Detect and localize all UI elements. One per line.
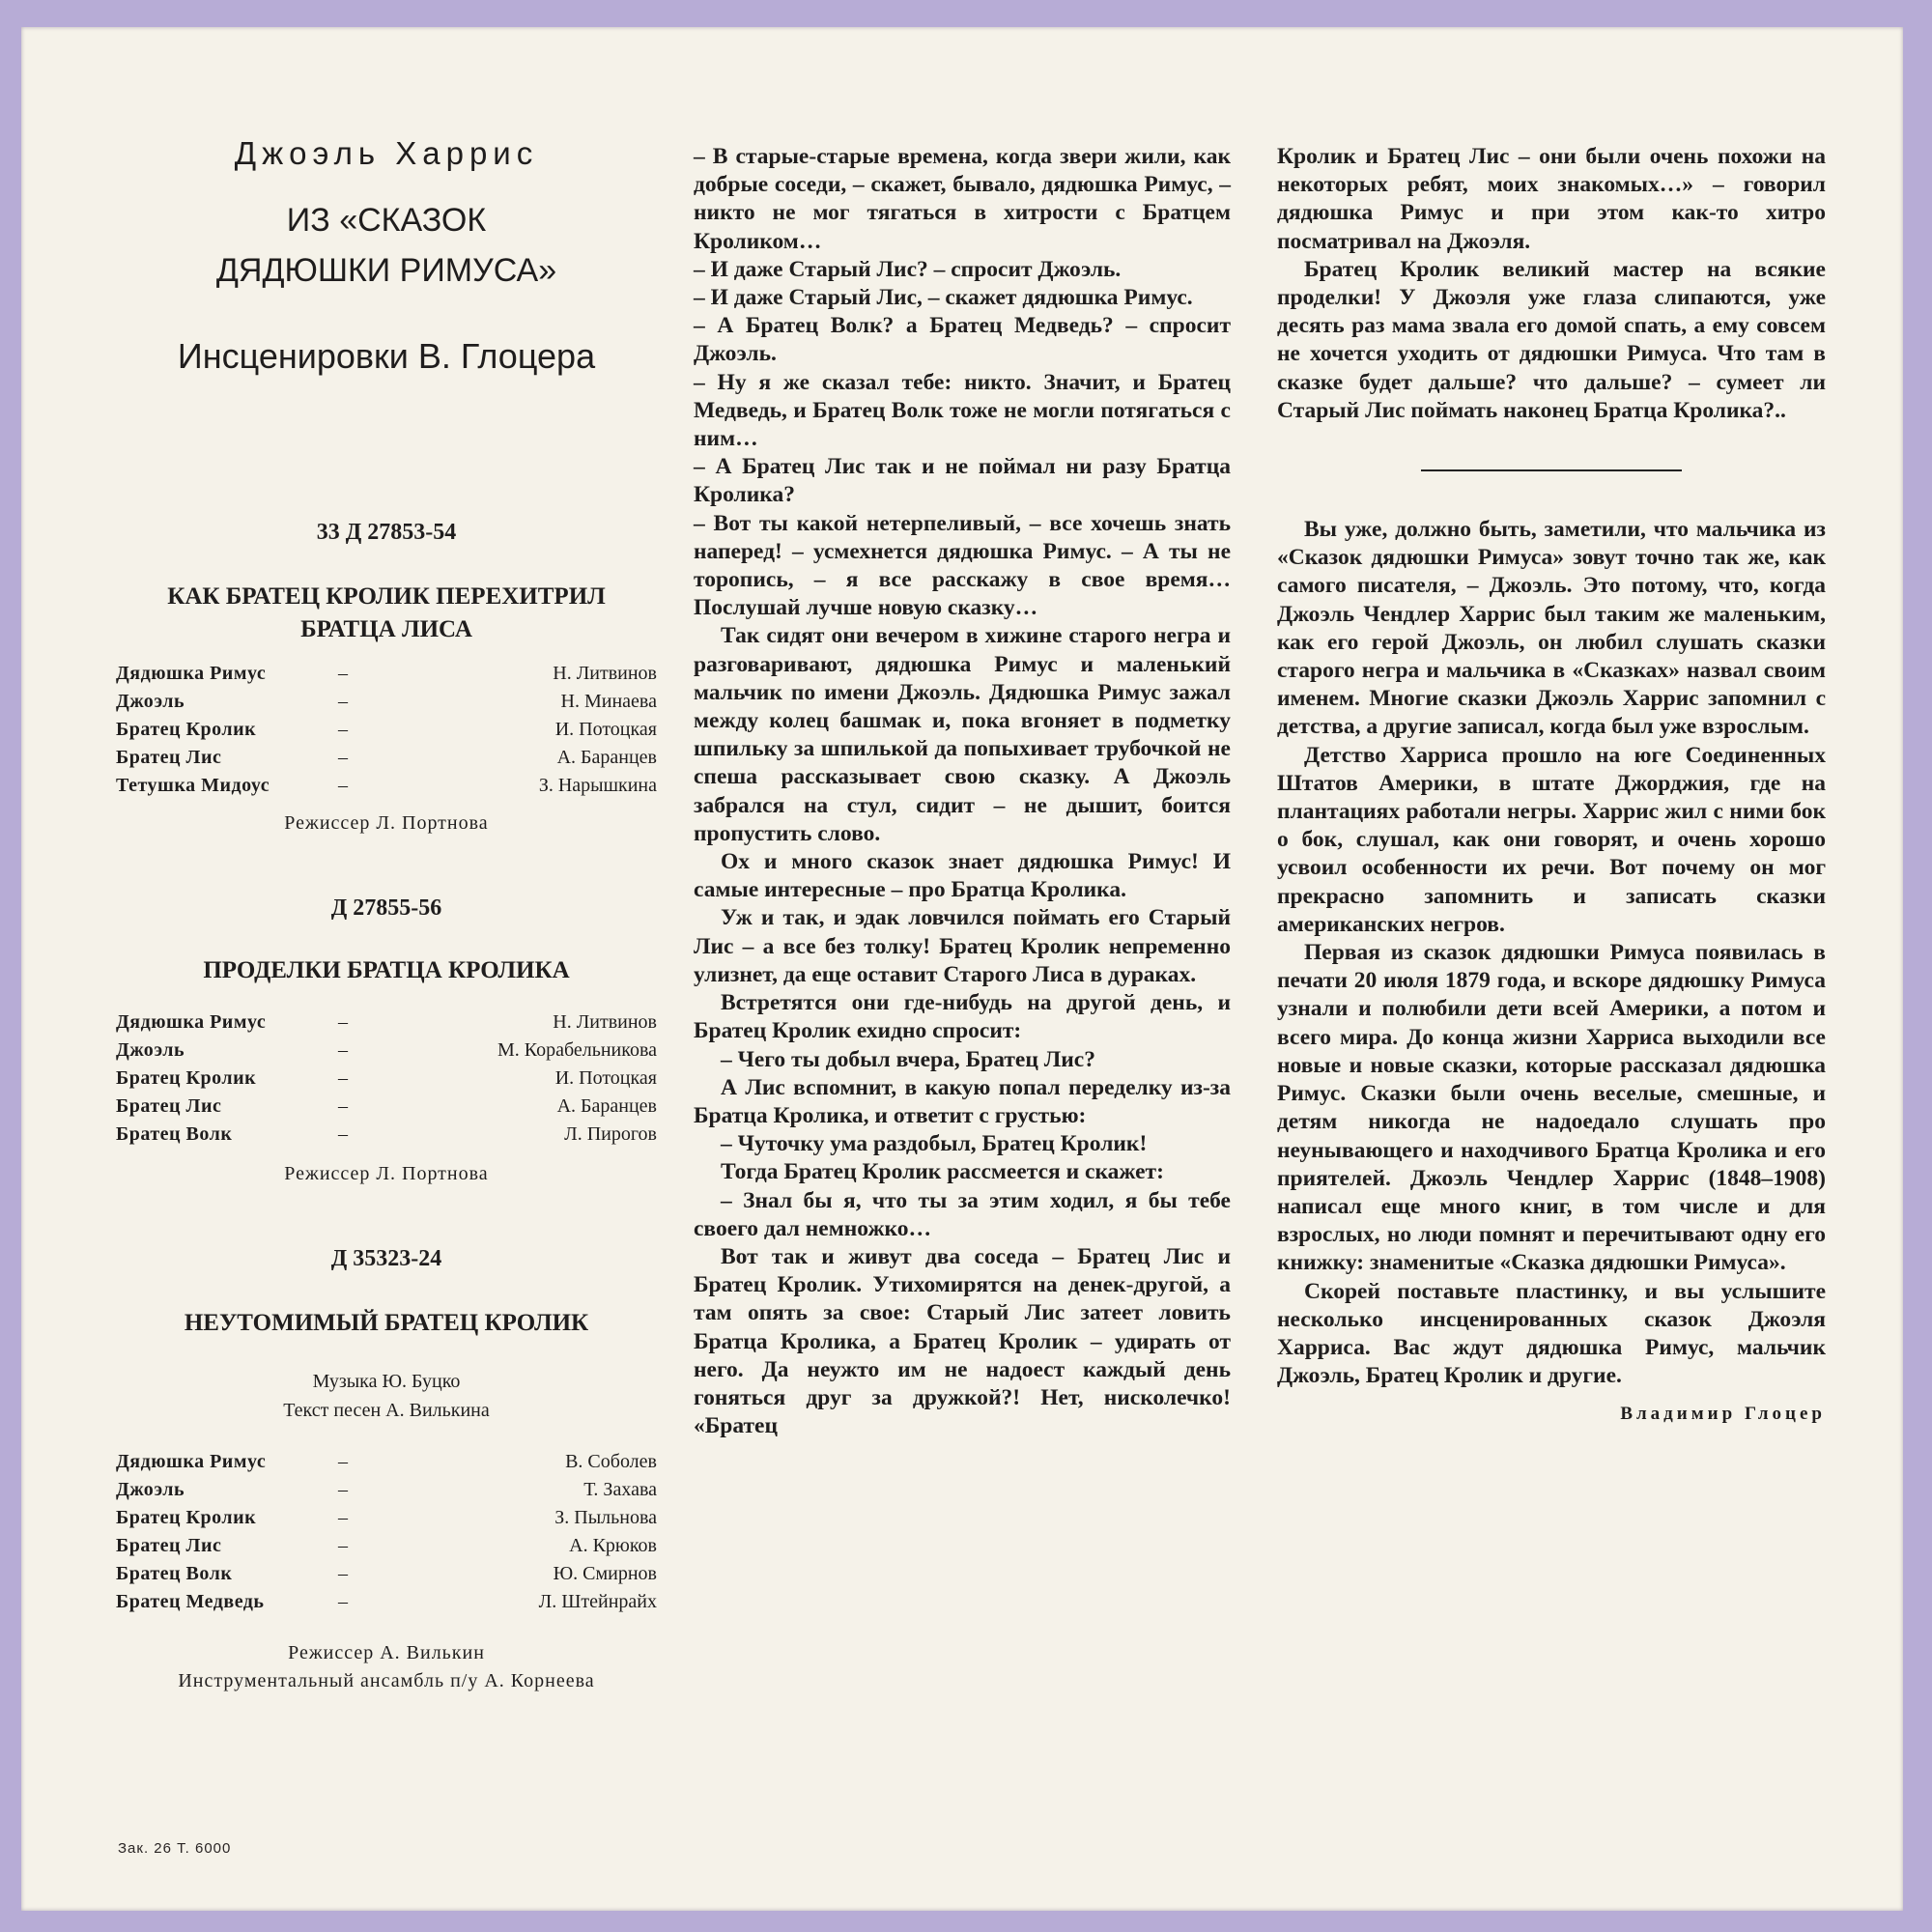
cast-row: Джоэль – Н. Минаева: [116, 691, 657, 712]
cast-row: Братец Волк – Ю. Смирнов: [116, 1563, 657, 1584]
print-order-number: Зак. 26 Т. 6000: [118, 1840, 232, 1857]
afterword-paragraph: Скорей поставьте пластинку, и вы услышите несколько инсценированных сказок Джоэля Харриса. Вас ждут дядюшка Римус, мальчик Джоэль, Братец Кролик и другие.: [1277, 1278, 1826, 1389]
director-credit: Режиссер Л. Портнова: [284, 1163, 489, 1184]
signature: Владимир Глоцер: [1620, 1404, 1826, 1425]
story-paragraph: Так сидят они вечером в хижине старого негра и разговаривают, дядюшка Римус и маленький мальчик по имени Джоэль. Дядюшка Римус зажал между колец башмак и, пока вгоняет в подметку шпильку за шпилькой да попыхивает трубочкой не спеша рассказывает свою сказку. А Джоэль забрался на стул, сидит – не дышит, боится пропустить слово.: [694, 623, 1231, 846]
cast-row: Тетушка Мидоус – З. Нарышкина: [116, 775, 657, 796]
music-credit: Музыка Ю. Буцко: [312, 1371, 461, 1392]
afterword-paragraph: Вы уже, должно быть, заметили, что мальчика из «Сказок дядюшки Римуса» зовут точно так же, как самого писателя, – Джоэль. Это потому, что, когда Джоэль Чендлер Харрис был таким же маленьким, как его герой Джоэль, он любил слушать сказки старого негра и мальчика в «Сказках» назвал своим именем. Многие сказки Джоэль Харрис запомнил с детства, а другие записал, когда был уже взрослым.: [1277, 517, 1826, 740]
afterword-column: [1277, 143, 1826, 1425]
cast-row: Братец Кролик – З. Пыльнова: [116, 1507, 657, 1528]
cast-list: [116, 660, 657, 800]
story-paragraph: – Вот ты какой нетерпеливый, – все хочешь знать наперед! – усмехнется дядюшка Римус. – А ты не торопись, – я все расскажу в свое время… Послушай лучше новую сказку…: [694, 510, 1231, 621]
director-credit: Режиссер А. Вилькин: [288, 1642, 485, 1663]
story-paragraph: Братец Кролик великий мастер на всякие проделки! У Джоэля уже глаза слипаются, уже десять раз мама звала его домой спать, а ему совсем не хочется уходить от дядюшки Римуса. Что там в сказке будет дальше? что дальше? – сумеет ли Старый Лис поймать наконец Братца Кролика?..: [1277, 256, 1826, 423]
cast-row: Братец Лис – А. Баранцев: [116, 747, 657, 768]
staging-credit: Инсценировки В. Глоцера: [177, 336, 596, 376]
story-paragraph: Уж и так, и эдак ловчился поймать его Старый Лис – а все без толку! Братец Кролик непременно улизнет, да еще оставит Старого Лиса в дураках.: [694, 905, 1231, 987]
story-paragraph: – Ну я же сказал тебе: никто. Значит, и Братец Медведь, и Братец Волк тоже не могли потягаться с ним…: [694, 369, 1231, 452]
story-paragraph: Ох и много сказок знает дядюшка Римус! И самые интересные – про Братца Кролика.: [694, 849, 1231, 903]
catalog-number: Д 27855-56: [330, 895, 442, 921]
story-paragraph: Кролик и Братец Лис – они были очень похожи на некоторых ребят, моих знакомых…» – говорил дядюшка Римус и при этом как-то хитро посматривал на Джоэля.: [1277, 144, 1826, 254]
story-paragraph: – Чуточку ума раздобыл, Братец Кролик!: [721, 1131, 1148, 1157]
afterword-paragraph: Детство Харриса прошло на юге Соединенных Штатов Америки, в штате Джорджия, где на плантациях работали негры. Харрис жил с ними бок о бок, слушал, как они говорят, и очень хорошо усвоил особенности их речи. Вот почему он мог прекрасно запомнить и записать сказки американских негров.: [1277, 742, 1826, 937]
record-title: ПРОДЕЛКИ БРАТЦА КРОЛИКА: [203, 957, 570, 983]
story-paragraph: Встретятся они где-нибудь на другой день, и Братец Кролик ехидно спросит:: [694, 990, 1231, 1044]
credits-column: [116, 135, 657, 1695]
cast-list: [116, 1448, 657, 1616]
story-paragraph: Тогда Братец Кролик рассмеется и скажет:: [721, 1159, 1164, 1185]
album-title-line2: ДЯДЮШКИ РИМУСА»: [215, 252, 557, 289]
story-paragraph: – Чего ты добыл вчера, Братец Лис?: [721, 1046, 1095, 1072]
cast-row: Джоэль – М. Корабельникова: [116, 1039, 657, 1061]
cast-row: Дядюшка Римус – Н. Литвинов: [116, 663, 657, 684]
story-column: [694, 143, 1231, 1440]
story-paragraph: – А Братец Волк? а Братец Медведь? – спросит Джоэль.: [694, 313, 1231, 367]
story-paragraph: – А Братец Лис так и не поймал ни разу Братца Кролика?: [694, 454, 1231, 508]
cast-list: [116, 1009, 657, 1149]
lyrics-credit: Текст песен А. Вилькина: [283, 1400, 490, 1421]
cast-row: Братец Лис – А. Баранцев: [116, 1095, 657, 1117]
cast-row: Братец Кролик – И. Потоцкая: [116, 719, 657, 740]
cast-row: Братец Медведь – Л. Штейнрайх: [116, 1591, 657, 1612]
ensemble-credit: Инструментальный ансамбль п/у А. Корнеева: [178, 1670, 595, 1691]
cast-row: Джоэль – Т. Захава: [116, 1479, 657, 1500]
cast-row: Дядюшка Римус – Н. Литвинов: [116, 1011, 657, 1033]
record-title: НЕУТОМИМЫЙ БРАТЕЦ КРОЛИК: [184, 1310, 589, 1336]
author-name: Джоэль Харрис: [234, 135, 539, 171]
cast-row: Братец Волк – Л. Пирогов: [116, 1123, 657, 1145]
story-paragraph: – Знал бы я, что ты за этим ходил, я бы тебе своего дал немножко…: [694, 1187, 1231, 1241]
story-paragraph: – И даже Старый Лис, – скажет дядюшка Римус.: [694, 285, 1193, 311]
afterword-paragraph: Первая из сказок дядюшки Римуса появилась в печати 20 июля 1879 года, и вскоре дядюшку Римуса узнали и полюбили дети всей Америки, а потом и всего мира. До конца жизни Харриса выходили все новые и новые сказки, которые рассказал дядюшка Римус. Сказки были очень веселые, смешные, и детям никогда не надоедало слушать про неунывающего и находчивого Братца Кролика и его приятелей. Джоэль Чендлер Харрис (1848–1908) написал еще много книг, в том числе и для взрослых, но люди помнят и перечитывают одну его книжку: знаменитые «Сказка дядюшки Римуса».: [1277, 940, 1826, 1276]
story-paragraph: – В старые-старые времена, когда звери жили, как добрые соседи, – скажет, бывало, дядюшка Римус, – никто не мог тягаться в хитрости с Братцем Кроликом…: [694, 144, 1231, 254]
cast-row: Братец Кролик – И. Потоцкая: [116, 1067, 657, 1089]
cast-row: Братец Лис – А. Крюков: [116, 1535, 657, 1556]
album-title-line1: ИЗ «СКАЗОК: [286, 202, 487, 239]
catalog-number: 33 Д 27853-54: [316, 520, 457, 545]
story-paragraph: – И даже Старый Лис? – спросит Джоэль.: [694, 256, 1122, 282]
catalog-number: Д 35323-24: [330, 1246, 442, 1271]
director-credit: Режиссер Л. Портнова: [284, 812, 489, 834]
cast-row: Дядюшка Римус – В. Соболев: [116, 1451, 657, 1472]
story-paragraph: А Лис вспомнит, в какую попал переделку из-за Братца Кролика, и ответит с грустью:: [694, 1074, 1231, 1128]
story-paragraph: Вот так и живут два соседа – Братец Лис и Братец Кролик. Утихомирятся на денек-другой, а там опять за свое: Старый Лис затеет ловить Братца Кролика, а Братец Кролик – удирать от него. Да неужто им не надоест каждый день гоняться друг за дружкой?! Нет, нисколечко! «Братец: [694, 1243, 1231, 1439]
record-title: КАК БРАТЕЦ КРОЛИК ПЕРЕХИТРИЛ БРАТЦА ЛИСА: [167, 583, 606, 642]
